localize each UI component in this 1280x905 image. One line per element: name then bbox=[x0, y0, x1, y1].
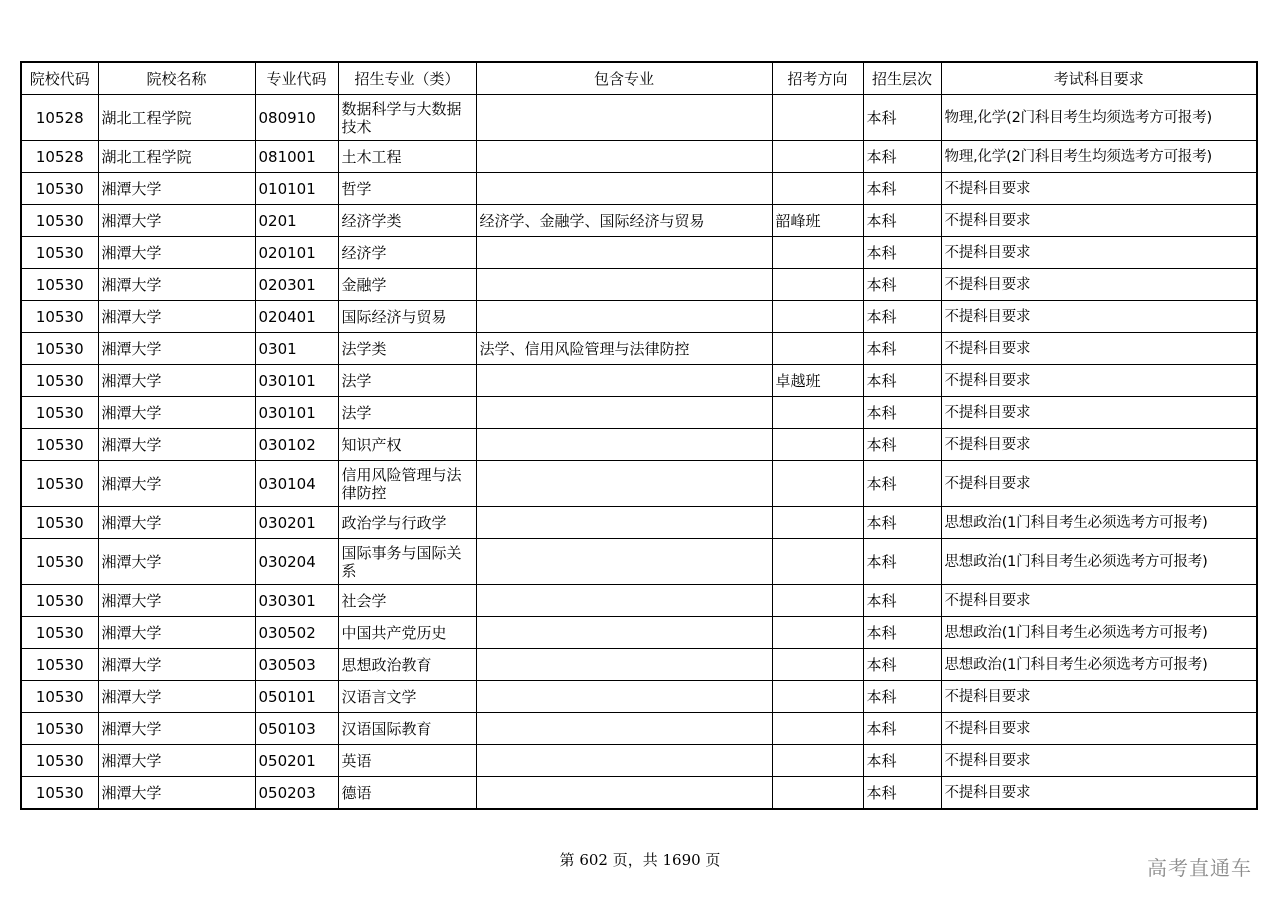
cell-direction bbox=[772, 173, 863, 205]
cell-major: 英语 bbox=[338, 745, 476, 777]
cell-school-code: 10530 bbox=[21, 205, 98, 237]
cell-direction: 卓越班 bbox=[772, 365, 863, 397]
cell-included-majors bbox=[476, 365, 772, 397]
page-number: 第 602 页，共 1690 页 bbox=[559, 851, 721, 869]
cell-school-name: 湘潭大学 bbox=[98, 333, 255, 365]
cell-major: 社会学 bbox=[338, 585, 476, 617]
header-school-code: 院校代码 bbox=[21, 62, 98, 95]
cell-direction bbox=[772, 301, 863, 333]
table-row bbox=[21, 745, 1257, 777]
cell-major: 政治学与行政学 bbox=[338, 507, 476, 539]
cell-included-majors bbox=[476, 173, 772, 205]
cell-direction bbox=[772, 777, 863, 810]
cell-included-majors: 经济学、金融学、国际经济与贸易 bbox=[476, 205, 772, 237]
cell-direction bbox=[772, 539, 863, 585]
cell-school-name: 湘潭大学 bbox=[98, 507, 255, 539]
cell-requirement: 思想政治(1门科目考生必须选考方可报考) bbox=[941, 617, 1257, 649]
cell-requirement: 不提科目要求 bbox=[941, 777, 1257, 810]
cell-school-code: 10530 bbox=[21, 237, 98, 269]
cell-direction bbox=[772, 681, 863, 713]
cell-major: 数据科学与大数据技术 bbox=[338, 95, 476, 141]
cell-included-majors bbox=[476, 507, 772, 539]
cell-school-name: 湘潭大学 bbox=[98, 397, 255, 429]
cell-major: 哲学 bbox=[338, 173, 476, 205]
cell-major-code: 050203 bbox=[255, 777, 338, 810]
cell-direction bbox=[772, 585, 863, 617]
cell-included-majors bbox=[476, 461, 772, 507]
table-row bbox=[21, 681, 1257, 713]
cell-major: 土木工程 bbox=[338, 141, 476, 173]
cell-direction bbox=[772, 333, 863, 365]
header-major: 招生专业（类） bbox=[338, 62, 476, 95]
table-row bbox=[21, 237, 1257, 269]
cell-major: 思想政治教育 bbox=[338, 649, 476, 681]
cell-school-code: 10530 bbox=[21, 365, 98, 397]
cell-major: 国际事务与国际关系 bbox=[338, 539, 476, 585]
cell-level: 本科 bbox=[863, 237, 941, 269]
cell-school-name: 湘潭大学 bbox=[98, 649, 255, 681]
cell-included-majors bbox=[476, 585, 772, 617]
cell-major-code: 050103 bbox=[255, 713, 338, 745]
header-school-name: 院校名称 bbox=[98, 62, 255, 95]
cell-included-majors bbox=[476, 617, 772, 649]
cell-direction bbox=[772, 141, 863, 173]
cell-requirement: 思想政治(1门科目考生必须选考方可报考) bbox=[941, 539, 1257, 585]
table-row bbox=[21, 507, 1257, 539]
cell-level: 本科 bbox=[863, 539, 941, 585]
cell-major: 中国共产党历史 bbox=[338, 617, 476, 649]
cell-major: 汉语国际教育 bbox=[338, 713, 476, 745]
cell-level: 本科 bbox=[863, 777, 941, 810]
table-row bbox=[21, 429, 1257, 461]
cell-requirement: 不提科目要求 bbox=[941, 713, 1257, 745]
cell-school-name: 湘潭大学 bbox=[98, 777, 255, 810]
cell-major: 经济学 bbox=[338, 237, 476, 269]
cell-school-code: 10530 bbox=[21, 745, 98, 777]
cell-direction bbox=[772, 95, 863, 141]
cell-school-name: 湘潭大学 bbox=[98, 429, 255, 461]
cell-level: 本科 bbox=[863, 681, 941, 713]
cell-school-name: 湘潭大学 bbox=[98, 681, 255, 713]
cell-requirement: 不提科目要求 bbox=[941, 333, 1257, 365]
cell-requirement: 思想政治(1门科目考生必须选考方可报考) bbox=[941, 507, 1257, 539]
cell-included-majors bbox=[476, 141, 772, 173]
cell-requirement: 不提科目要求 bbox=[941, 269, 1257, 301]
cell-direction bbox=[772, 617, 863, 649]
cell-major-code: 050101 bbox=[255, 681, 338, 713]
table-row bbox=[21, 301, 1257, 333]
cell-level: 本科 bbox=[863, 365, 941, 397]
cell-school-code: 10530 bbox=[21, 397, 98, 429]
table-row bbox=[21, 649, 1257, 681]
cell-school-code: 10530 bbox=[21, 301, 98, 333]
cell-direction bbox=[772, 429, 863, 461]
cell-major-code: 0201 bbox=[255, 205, 338, 237]
cell-major-code: 030102 bbox=[255, 429, 338, 461]
cell-school-name: 湘潭大学 bbox=[98, 585, 255, 617]
table-row bbox=[21, 397, 1257, 429]
cell-major-code: 010101 bbox=[255, 173, 338, 205]
cell-major-code: 030502 bbox=[255, 617, 338, 649]
cell-included-majors bbox=[476, 777, 772, 810]
cell-major: 汉语言文学 bbox=[338, 681, 476, 713]
cell-school-name: 湘潭大学 bbox=[98, 269, 255, 301]
cell-school-code: 10530 bbox=[21, 269, 98, 301]
cell-level: 本科 bbox=[863, 617, 941, 649]
cell-major-code: 080910 bbox=[255, 95, 338, 141]
cell-major-code: 020401 bbox=[255, 301, 338, 333]
cell-requirement: 不提科目要求 bbox=[941, 173, 1257, 205]
cell-direction bbox=[772, 649, 863, 681]
cell-school-name: 湖北工程学院 bbox=[98, 95, 255, 141]
cell-included-majors bbox=[476, 539, 772, 585]
cell-requirement: 物理,化学(2门科目考生均须选考方可报考) bbox=[941, 95, 1257, 141]
cell-major-code: 030101 bbox=[255, 365, 338, 397]
cell-school-code: 10530 bbox=[21, 539, 98, 585]
cell-school-code: 10528 bbox=[21, 95, 98, 141]
cell-requirement: 不提科目要求 bbox=[941, 205, 1257, 237]
cell-direction bbox=[772, 397, 863, 429]
cell-major: 法学 bbox=[338, 365, 476, 397]
cell-level: 本科 bbox=[863, 585, 941, 617]
table-row bbox=[21, 173, 1257, 205]
table-row bbox=[21, 269, 1257, 301]
cell-level: 本科 bbox=[863, 649, 941, 681]
cell-level: 本科 bbox=[863, 429, 941, 461]
cell-included-majors bbox=[476, 301, 772, 333]
cell-school-code: 10530 bbox=[21, 585, 98, 617]
cell-major: 金融学 bbox=[338, 269, 476, 301]
cell-school-code: 10530 bbox=[21, 173, 98, 205]
cell-level: 本科 bbox=[863, 461, 941, 507]
cell-included-majors bbox=[476, 649, 772, 681]
header-direction: 招考方向 bbox=[772, 62, 863, 95]
cell-direction bbox=[772, 745, 863, 777]
cell-requirement: 不提科目要求 bbox=[941, 237, 1257, 269]
cell-major-code: 020301 bbox=[255, 269, 338, 301]
cell-direction bbox=[772, 237, 863, 269]
cell-included-majors bbox=[476, 681, 772, 713]
cell-major-code: 030201 bbox=[255, 507, 338, 539]
cell-major-code: 030204 bbox=[255, 539, 338, 585]
cell-direction bbox=[772, 713, 863, 745]
cell-level: 本科 bbox=[863, 95, 941, 141]
cell-school-name: 湘潭大学 bbox=[98, 237, 255, 269]
cell-direction bbox=[772, 461, 863, 507]
cell-included-majors bbox=[476, 237, 772, 269]
cell-major-code: 030101 bbox=[255, 397, 338, 429]
cell-major: 德语 bbox=[338, 777, 476, 810]
cell-school-code: 10530 bbox=[21, 333, 98, 365]
cell-school-code: 10530 bbox=[21, 649, 98, 681]
cell-requirement: 不提科目要求 bbox=[941, 461, 1257, 507]
cell-requirement: 不提科目要求 bbox=[941, 745, 1257, 777]
cell-major-code: 030104 bbox=[255, 461, 338, 507]
cell-school-name: 湘潭大学 bbox=[98, 617, 255, 649]
cell-included-majors bbox=[476, 95, 772, 141]
cell-direction bbox=[772, 269, 863, 301]
cell-school-name: 湘潭大学 bbox=[98, 365, 255, 397]
cell-school-code: 10528 bbox=[21, 141, 98, 173]
cell-school-name: 湖北工程学院 bbox=[98, 141, 255, 173]
cell-school-name: 湘潭大学 bbox=[98, 173, 255, 205]
table-row bbox=[21, 539, 1257, 585]
cell-included-majors bbox=[476, 429, 772, 461]
cell-major-code: 030503 bbox=[255, 649, 338, 681]
table-row bbox=[21, 461, 1257, 507]
cell-school-code: 10530 bbox=[21, 507, 98, 539]
cell-included-majors bbox=[476, 745, 772, 777]
cell-requirement: 物理,化学(2门科目考生均须选考方可报考) bbox=[941, 141, 1257, 173]
cell-major: 法学类 bbox=[338, 333, 476, 365]
cell-requirement: 不提科目要求 bbox=[941, 681, 1257, 713]
cell-level: 本科 bbox=[863, 507, 941, 539]
cell-requirement: 不提科目要求 bbox=[941, 585, 1257, 617]
cell-school-code: 10530 bbox=[21, 777, 98, 810]
cell-school-name: 湘潭大学 bbox=[98, 205, 255, 237]
cell-included-majors bbox=[476, 397, 772, 429]
cell-major-code: 0301 bbox=[255, 333, 338, 365]
cell-requirement: 不提科目要求 bbox=[941, 365, 1257, 397]
cell-direction bbox=[772, 507, 863, 539]
table-row bbox=[21, 365, 1257, 397]
cell-major: 信用风险管理与法律防控 bbox=[338, 461, 476, 507]
cell-level: 本科 bbox=[863, 713, 941, 745]
cell-level: 本科 bbox=[863, 269, 941, 301]
cell-level: 本科 bbox=[863, 301, 941, 333]
cell-included-majors: 法学、信用风险管理与法律防控 bbox=[476, 333, 772, 365]
cell-school-name: 湘潭大学 bbox=[98, 713, 255, 745]
table-header-row bbox=[21, 62, 1257, 95]
cell-school-name: 湘潭大学 bbox=[98, 745, 255, 777]
cell-level: 本科 bbox=[863, 205, 941, 237]
cell-major: 经济学类 bbox=[338, 205, 476, 237]
table-row bbox=[21, 617, 1257, 649]
cell-school-code: 10530 bbox=[21, 713, 98, 745]
cell-requirement: 不提科目要求 bbox=[941, 301, 1257, 333]
cell-major-code: 020101 bbox=[255, 237, 338, 269]
table-row bbox=[21, 205, 1257, 237]
table-row bbox=[21, 333, 1257, 365]
cell-major-code: 081001 bbox=[255, 141, 338, 173]
cell-requirement: 思想政治(1门科目考生必须选考方可报考) bbox=[941, 649, 1257, 681]
cell-school-code: 10530 bbox=[21, 429, 98, 461]
admission-table bbox=[20, 61, 1258, 810]
cell-school-code: 10530 bbox=[21, 617, 98, 649]
cell-level: 本科 bbox=[863, 745, 941, 777]
cell-included-majors bbox=[476, 713, 772, 745]
header-included-majors: 包含专业 bbox=[476, 62, 772, 95]
cell-major-code: 030301 bbox=[255, 585, 338, 617]
watermark-text: 高考直通车 bbox=[1147, 856, 1252, 880]
cell-level: 本科 bbox=[863, 141, 941, 173]
cell-school-name: 湘潭大学 bbox=[98, 461, 255, 507]
cell-level: 本科 bbox=[863, 397, 941, 429]
cell-major: 国际经济与贸易 bbox=[338, 301, 476, 333]
cell-major: 法学 bbox=[338, 397, 476, 429]
cell-major-code: 050201 bbox=[255, 745, 338, 777]
table-row bbox=[21, 585, 1257, 617]
cell-school-name: 湘潭大学 bbox=[98, 301, 255, 333]
cell-school-code: 10530 bbox=[21, 461, 98, 507]
cell-included-majors bbox=[476, 269, 772, 301]
header-level: 招生层次 bbox=[863, 62, 941, 95]
table-row bbox=[21, 95, 1257, 141]
cell-level: 本科 bbox=[863, 173, 941, 205]
cell-requirement: 不提科目要求 bbox=[941, 397, 1257, 429]
cell-direction: 韶峰班 bbox=[772, 205, 863, 237]
table-row bbox=[21, 777, 1257, 810]
cell-level: 本科 bbox=[863, 333, 941, 365]
table-row bbox=[21, 141, 1257, 173]
cell-major: 知识产权 bbox=[338, 429, 476, 461]
header-requirement: 考试科目要求 bbox=[941, 62, 1257, 95]
table-row bbox=[21, 713, 1257, 745]
header-major-code: 专业代码 bbox=[255, 62, 338, 95]
cell-requirement: 不提科目要求 bbox=[941, 429, 1257, 461]
cell-school-name: 湘潭大学 bbox=[98, 539, 255, 585]
cell-school-code: 10530 bbox=[21, 681, 98, 713]
